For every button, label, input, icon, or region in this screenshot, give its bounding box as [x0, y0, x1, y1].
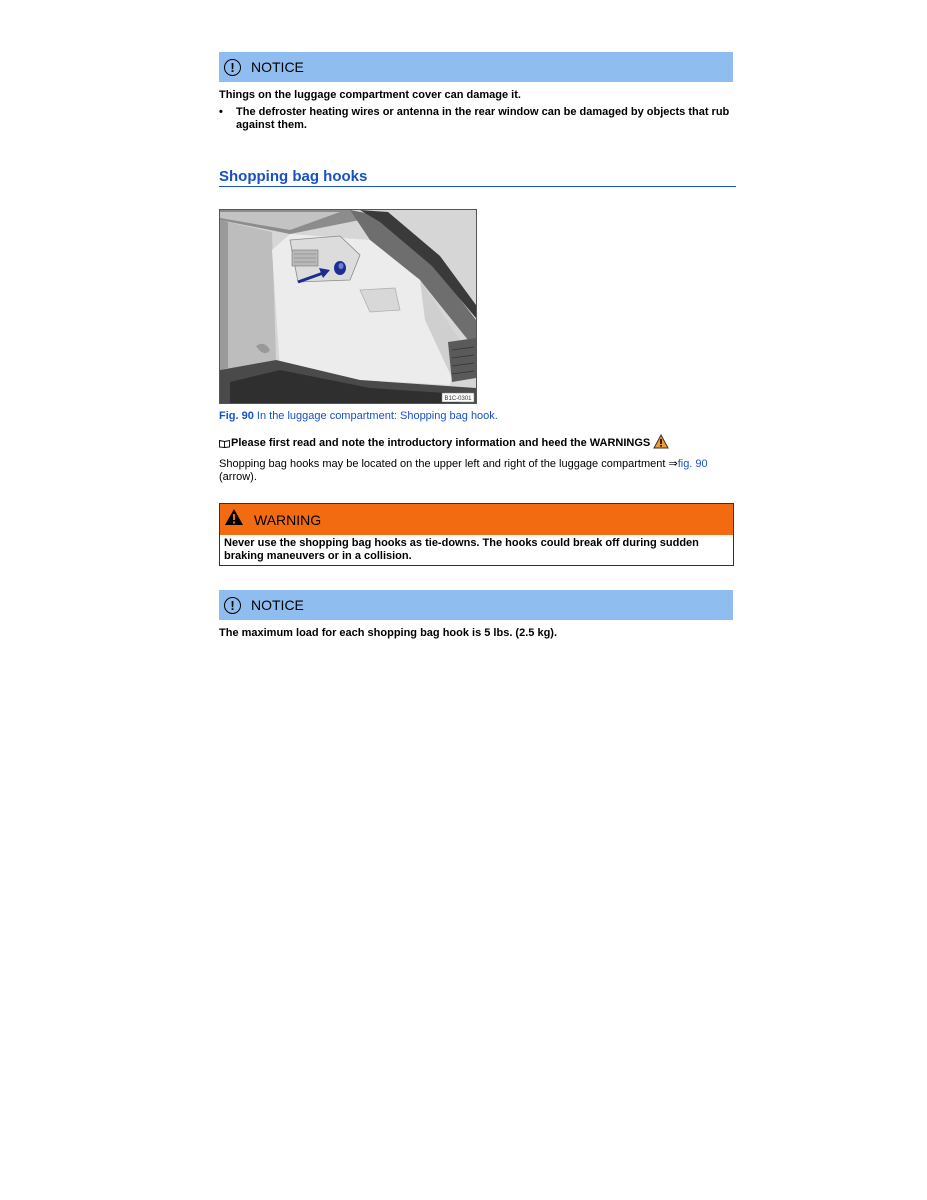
exclamation-circle-icon: !	[224, 59, 241, 76]
notice-header	[219, 52, 733, 82]
figure-caption-text: In the luggage compartment: Shopping bag hook.	[256, 410, 498, 422]
figure-caption-label: Fig. 90	[219, 410, 254, 422]
figure-link[interactable]: fig. 90	[677, 458, 708, 470]
body-paragraph	[219, 458, 739, 484]
warning-header	[220, 504, 733, 535]
notice-header-2	[219, 590, 733, 620]
book-icon	[219, 439, 230, 448]
read-note	[219, 434, 669, 452]
warning-title: WARNING	[254, 511, 322, 528]
warning-box	[219, 503, 734, 566]
notice-text: Things on the luggage compartment cover can damage it.	[219, 89, 521, 101]
notice-title-2: NOTICE	[251, 597, 304, 613]
figure-caption	[219, 410, 498, 422]
read-note-text: Please first read and note the introductory information and heed the WARNINGS	[231, 437, 651, 449]
bullet-icon: •	[219, 106, 223, 118]
warning-triangle-icon	[653, 434, 669, 452]
notice-text-2: The maximum load for each shopping bag hook is 5 lbs. (2.5 kg).	[219, 627, 558, 639]
notice-bullet-item	[219, 106, 733, 132]
notice-title: NOTICE	[251, 59, 304, 75]
body-suffix: (arrow).	[219, 471, 257, 483]
bullet-text: The defroster heating wires or antenna in the rear window can be damaged by objects that rub against them.	[236, 106, 730, 131]
figure-luggage-compartment	[219, 209, 477, 404]
luggage-compartment-illustration	[220, 210, 476, 403]
section-heading: Shopping bag hooks	[219, 168, 736, 187]
exclamation-circle-icon: !	[224, 597, 241, 614]
body-text: Shopping bag hooks may be located on the upper left and right of the luggage compartment ⇒	[219, 458, 678, 470]
warning-icon	[224, 508, 244, 531]
warning-text: Never use the shopping bag hooks as tie-downs. The hooks could break off during sudden braking maneuvers or in a collision.	[224, 537, 699, 562]
figure-code: B1C-0301	[444, 396, 472, 402]
